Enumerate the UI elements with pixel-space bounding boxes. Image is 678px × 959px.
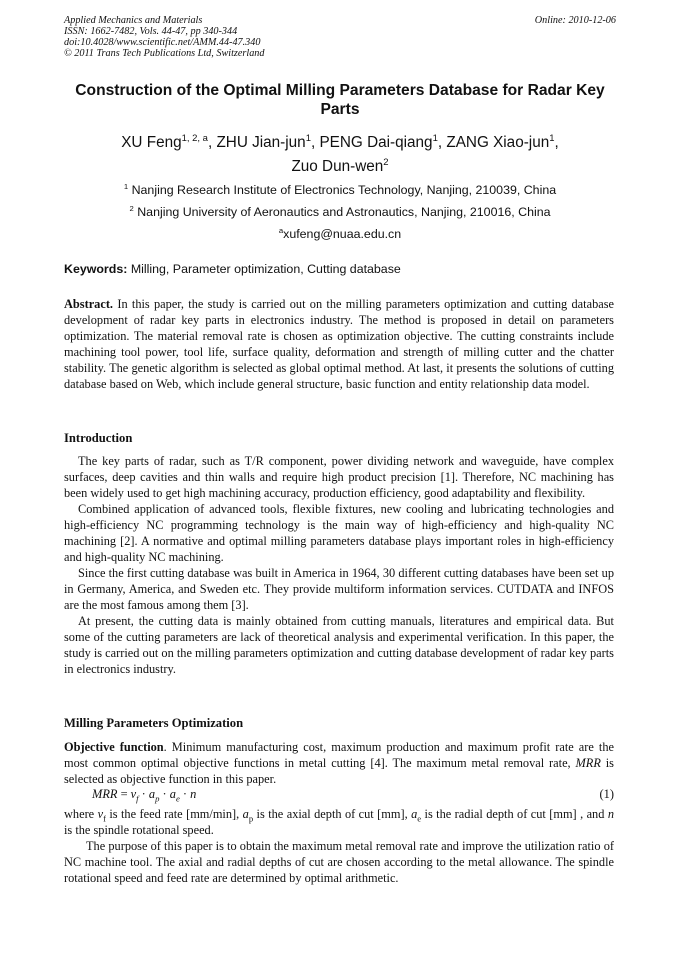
eq-dot: · [138,787,149,801]
affiliation-2 [64,204,616,220]
email-text: xufeng@nuaa.edu.cn [283,227,402,241]
equation-number: (1) [599,787,614,801]
author-separator: , [310,134,320,151]
objective-function-text-end: is selected as objective function in this paper. [64,756,614,786]
paragraph: Since the first cutting database was built in America in 1964, 30 different cutting databases have been set up in Germany, America, and Sweden etc. They provide multiform information services. CUTDATA and INFOS are the most famous among them [3]. [64,566,614,612]
author-name: PENG Dai-qiang [319,134,433,151]
author-superscript: 1 [432,132,438,144]
var-ae-sub: e [417,813,422,824]
eq-n: n [190,787,197,801]
keywords-text: Milling, Parameter optimization, Cutting database [130,262,401,276]
eq-ap-sub: p [155,793,160,804]
abstract-text: In this paper, the study is carried out on the milling parameters optimization and cutting database development of radar key parts in electronics industry. The method is proposed in detail on parameters optimization. The material removal rate is chosen as optimization objective. The cutting constraints include machining tool power, tool life, surface quality, deformation and strength of milling cutter and the chatter stability. The genetic algorithm is selected as global optimal method. At last, it presents the solutions of cutting database based on Web, which include general structure, basic function and entity relationship data model. [64,297,614,391]
where-text: is the spindle rotational speed. [64,823,214,837]
journal-issn: ISSN: 1662-7482, Vols. 44-47, pp 340-344 [64,26,238,37]
author-superscript: 1 [305,132,311,144]
affiliation-superscript: 1 [123,181,129,191]
eq-v: v [130,787,137,801]
paragraph: Combined application of advanced tools, flexible fixtures, new cooling and lubricating technologies and high-efficiency NC programming technology is the main way of high-efficiency and high-quality NC machining [2]. A normative and optimal milling parameters database plays important roles in high-efficiency and high-quality NC machining. [64,502,614,564]
affiliation-text: Nanjing Research Institute of Electronics Technology, Nanjing, 210039, China [131,183,557,197]
author-separator: , [554,134,559,151]
mrr-symbol: MRR [575,756,601,770]
author-superscript: 1, 2, a [181,132,208,144]
affiliation-superscript: 2 [129,203,134,213]
eq-a: a [169,787,176,801]
eq-ae-sub: e [175,793,180,804]
author-list [64,131,616,179]
paragraph: At present, the cutting data is mainly obtained from cutting manuals, literatures and empirical data. But some of the cutting parameters are lack of theoretical analysis and experimental verification. In this paper, the study is carried out on the milling parameters optimization and cutting database development of radar key parts in electronics industry. [64,614,614,676]
equation-explanation [64,806,614,886]
author-separator: , [437,134,447,151]
objective-function-paragraph [64,739,614,787]
where-text: is the feed rate [mm/min], [105,807,243,821]
paper-title: Construction of the Optimal Milling Parameters Database for Radar Key Parts [75,82,605,118]
author-email [64,226,616,242]
author-separator: , [207,134,217,151]
eq-a: a [148,787,156,801]
journal-name: Applied Mechanics and Materials [64,15,203,26]
author-name: ZANG Xiao-jun [446,134,550,151]
affiliation-1 [64,182,616,198]
var-ap-sub: p [248,813,254,824]
objective-function-text: . Minimum manufacturing cost, maximum production and maximum profit rate are the most common optimal objective functions in metal cutting [4]. The maximum metal removal rate, [64,740,614,770]
var-v-sub: f [103,813,106,824]
equation-body [92,787,196,802]
objective-function-label: Objective function [64,740,164,754]
abstract [64,296,614,392]
var-v: v [97,807,104,821]
eq-dot: · [179,787,191,801]
journal-doi: doi:10.4028/www.scientific.net/AMM.44-47.340 [64,37,261,48]
keywords-label: Keywords: [64,262,128,276]
eq-v-sub: f [136,793,139,804]
author-superscript: 1 [549,132,555,144]
keywords [64,262,616,276]
var-a: a [242,807,249,821]
section-heading-milling: Milling Parameters Optimization [64,716,244,730]
paragraph: The key parts of radar, such as T/R component, power dividing network and waveguide, have complex surfaces, deep cavities and thin walls and require high product precision [1]. Therefore, NC machining has been widely used to get high machining accuracy, production efficiency, good adaptability and flexibility. [64,454,614,500]
journal-header [64,15,616,59]
journal-copyright: © 2011 Trans Tech Publications Ltd, Switzerland [64,48,265,59]
author-name: XU Feng [121,134,182,151]
eq-dot: · [159,787,170,801]
affiliation-text: Nanjing University of Aeronautics and Astronautics, Nanjing, 210016, China [137,205,551,219]
var-a: a [411,807,418,821]
eq-equals: = [117,787,131,801]
online-date: Online: 2010-12-06 [534,15,616,26]
paragraph: The purpose of this paper is to obtain the maximum metal removal rate and improve the utilization ratio of NC machine tool. The axial and radial depths of cut are chosen according to the metal allowance. The spindle rotational speed and feed rate are determined by optimal arithmetic. [64,839,614,885]
author-name: Zuo Dun-wen [291,158,384,175]
email-superscript: a [278,225,284,235]
author-superscript: 2 [383,156,389,168]
var-n: n [607,807,614,821]
where-text: where [64,807,98,821]
eq-lhs: MRR [92,787,118,801]
introduction-body [64,453,614,677]
where-text: is the axial depth of cut [mm], [253,807,412,821]
section-heading-introduction: Introduction [64,431,133,445]
where-text: is the radial depth of cut [mm] , and [421,807,608,821]
abstract-label: Abstract. [64,297,114,311]
author-name: ZHU Jian-jun [216,134,306,151]
